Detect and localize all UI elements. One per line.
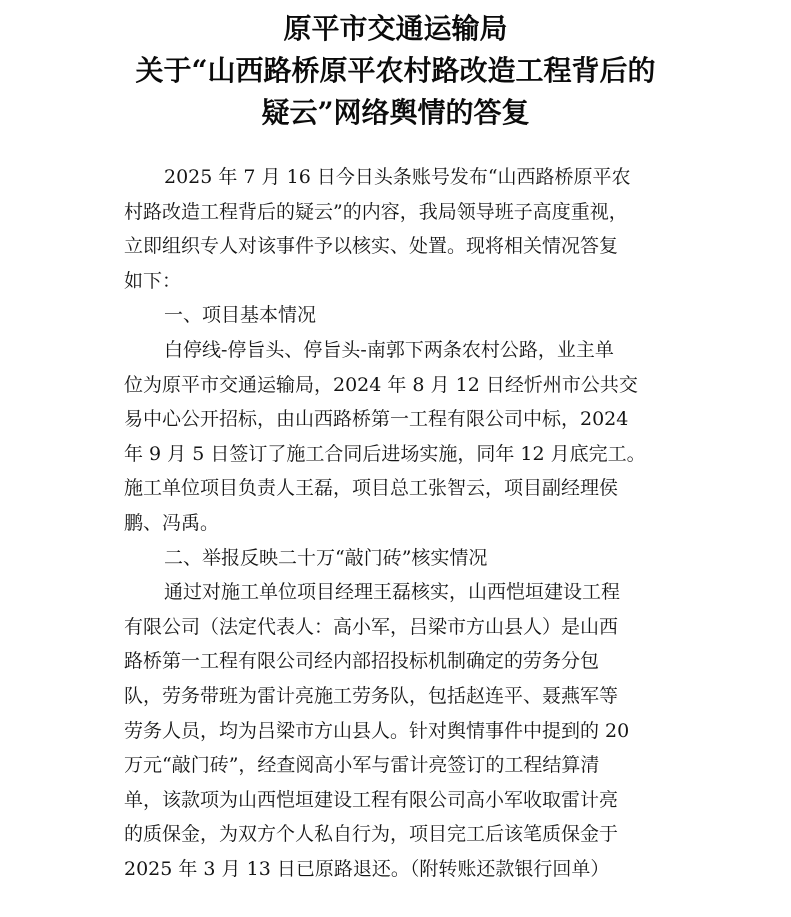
- paragraph-intro-line: 村路改造工程背后的疑云”的内容，我局领导班子高度重视，: [124, 200, 628, 223]
- document-title: [0, 8, 791, 134]
- title-line-subject-end: 疑云”网络舆情的答复: [261, 96, 530, 129]
- paragraph-verification-line: 劳务人员，均为吕梁市方山县人。针对舆情事件中提到的 20: [124, 719, 630, 742]
- paragraph-project-line: 施工单位项目负责人王磊，项目总工张智云，项目副经理侯: [124, 477, 619, 500]
- paragraph-verification-line: 队，劳务带班为雷计亮施工劳务队，包括赵连平、聂燕军等: [124, 684, 619, 707]
- section-heading-verification: 二、举报反映二十万“敲门砖”核实情况: [164, 546, 488, 569]
- paragraph-verification-line: 路桥第一工程有限公司经内部招投标机制确定的劳务分包: [124, 650, 600, 673]
- document-body: [124, 160, 672, 886]
- title-line-subject: 关于“山西路桥原平农村路改造工程背后的: [135, 54, 656, 87]
- paragraph-verification-line: 万元“敲门砖”，经查阅高小军与雷计亮签订的工程结算清: [124, 754, 600, 777]
- paragraph-project-line: 鹏、冯禹。: [124, 511, 220, 534]
- paragraph-verification-line: 通过对施工单位项目经理王磊核实，山西恺垣建设工程: [164, 581, 621, 604]
- paragraph-project-line: 易中心公开招标，由山西路桥第一工程有限公司中标，2024: [124, 408, 629, 431]
- paragraph-intro-line: 2025 年 7 月 16 日今日头条账号发布“山西路桥原平农: [164, 166, 631, 188]
- title-line-issuer: 原平市交通运输局: [283, 12, 508, 45]
- paragraph-intro-line: 立即组织专人对该事件予以核实、处置。现将相关情况答复: [124, 235, 619, 258]
- paragraph-intro-line: 如下：: [124, 269, 182, 292]
- paragraph-project-line: 年 9 月 5 日签订了施工合同后进场实施，同年 12 月底完工。: [124, 442, 646, 465]
- paragraph-project-line: 位为原平市交通运输局，2024 年 8 月 12 日经忻州市公共交: [124, 373, 638, 396]
- paragraph-project-line: 白停线-停旨头、停旨头-南郭下两条农村公路，业主单: [164, 338, 614, 361]
- paragraph-verification-line: 的质保金，为双方个人私自行为，项目完工后该笔质保金于: [124, 823, 619, 846]
- paragraph-verification-line: 单，该款项为山西恺垣建设工程有限公司高小军收取雷计亮: [124, 788, 619, 811]
- paragraph-verification-line: 有限公司（法定代表人：高小军，吕梁市方山县人）是山西: [124, 615, 619, 638]
- section-heading-project-info: 一、项目基本情况: [164, 304, 317, 327]
- paragraph-verification-line: 2025 年 3 月 13 日已原路退还。（附转账还款银行回单）: [124, 857, 610, 880]
